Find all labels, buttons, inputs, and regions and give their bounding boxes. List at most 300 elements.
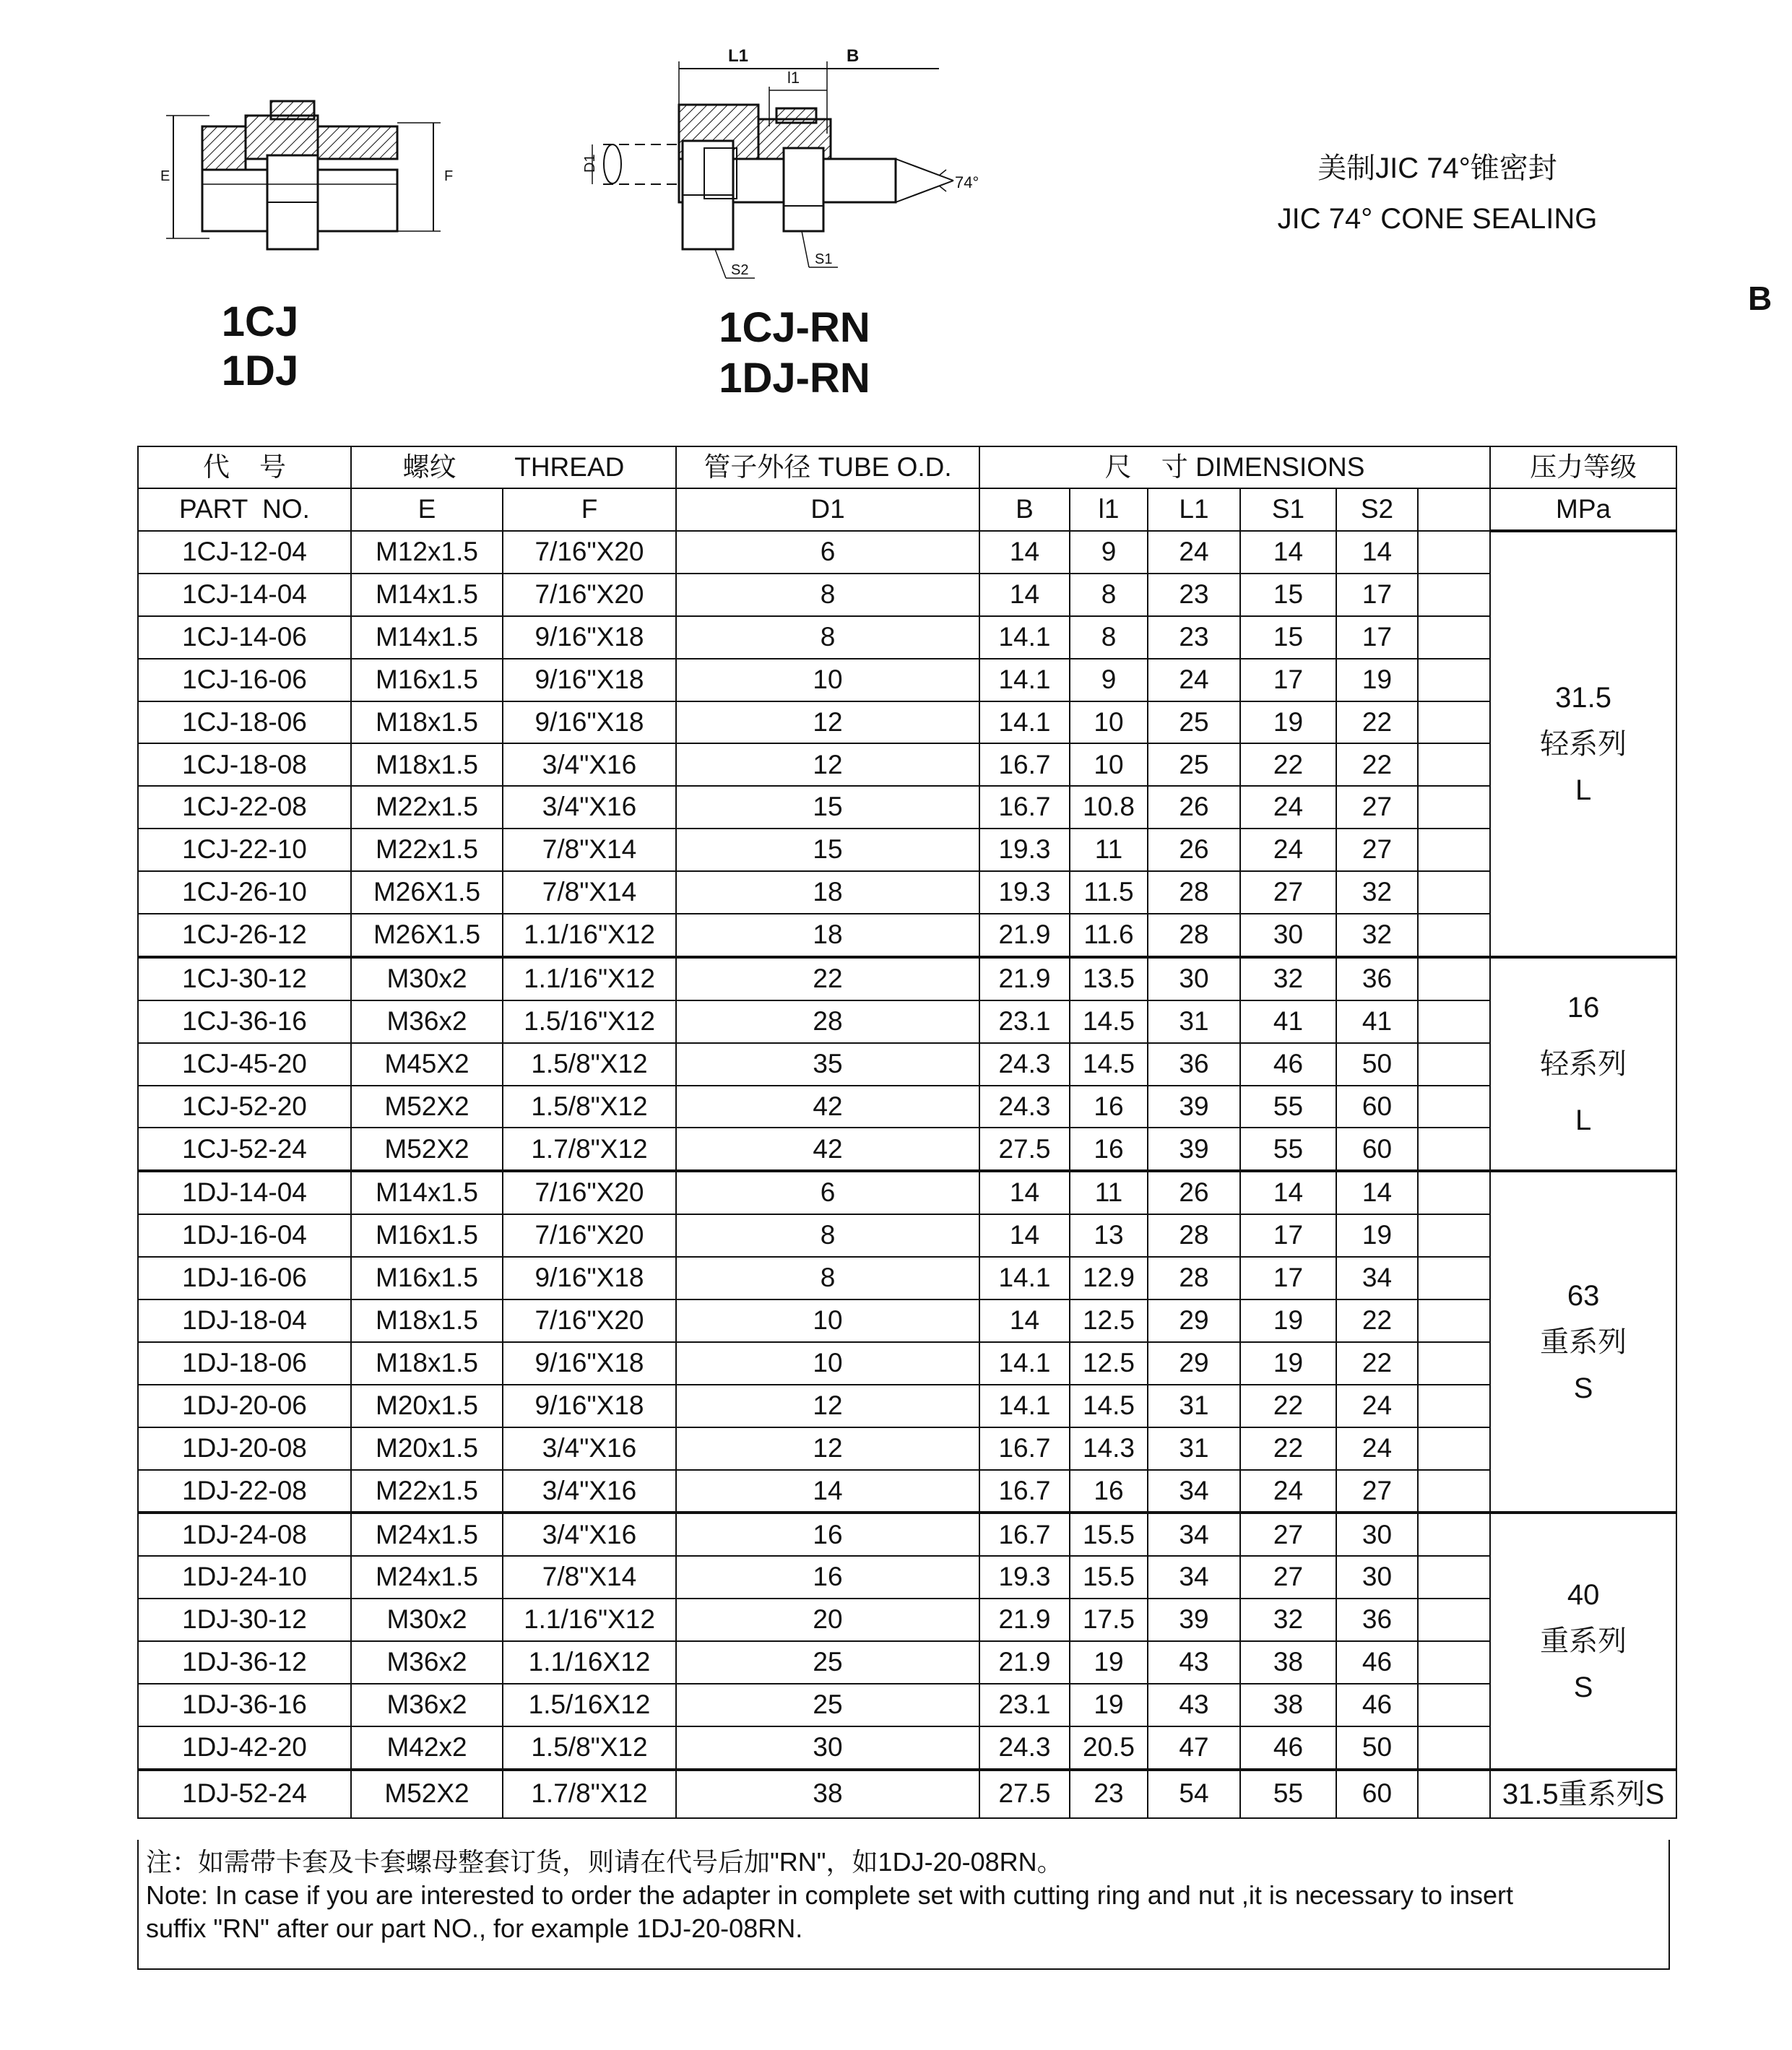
cell-part-no: 1DJ-18-04 bbox=[138, 1299, 351, 1342]
cell-tube-od: 12 bbox=[676, 743, 979, 786]
table-row bbox=[138, 1385, 1676, 1427]
cell-part-no: 1CJ-16-06 bbox=[138, 659, 351, 701]
cell-dim-s1: 17 bbox=[1240, 659, 1336, 701]
cell-thread-f: 1.5/16"X12 bbox=[503, 1000, 676, 1043]
head-dim-cn: 尺 寸 bbox=[1104, 451, 1188, 482]
cell-thread-e: M18x1.5 bbox=[351, 701, 503, 744]
cell-dim-b: 14.1 bbox=[979, 701, 1070, 744]
cell-thread-f: 3/4"X16 bbox=[503, 1427, 676, 1470]
cell-thread-f: 1.1/16X12 bbox=[503, 1641, 676, 1684]
cell-dim-s1: 38 bbox=[1240, 1641, 1336, 1684]
model-a-title-1: 1CJ bbox=[221, 298, 299, 345]
cell-dim-l1-small: 11.6 bbox=[1070, 914, 1148, 957]
cell-thread-f: 1.7/8"X12 bbox=[503, 1128, 676, 1171]
head-thread bbox=[351, 446, 676, 488]
cell-thread-e: M22x1.5 bbox=[351, 1470, 503, 1513]
cell-blank bbox=[1418, 1684, 1490, 1726]
table-row bbox=[138, 659, 1676, 701]
cell-blank bbox=[1418, 1556, 1490, 1599]
cell-blank bbox=[1418, 1257, 1490, 1299]
cell-dim-b: 14.1 bbox=[979, 1342, 1070, 1385]
cell-dim-s1: 15 bbox=[1240, 574, 1336, 616]
cell-thread-e: M22x1.5 bbox=[351, 829, 503, 871]
cell-dim-s1: 24 bbox=[1240, 829, 1336, 871]
cell-dim-s2: 32 bbox=[1336, 871, 1418, 914]
cell-blank bbox=[1418, 829, 1490, 871]
cell-dim-s2: 17 bbox=[1336, 574, 1418, 616]
cell-thread-e: M20x1.5 bbox=[351, 1427, 503, 1470]
cell-dim-b: 14 bbox=[979, 574, 1070, 616]
cell-dim-l1-small: 11.5 bbox=[1070, 871, 1148, 914]
cell-thread-e: M16x1.5 bbox=[351, 1214, 503, 1257]
cell-dim-l1: 25 bbox=[1148, 743, 1240, 786]
pressure-series: 轻系列 bbox=[1540, 1048, 1627, 1081]
table-row bbox=[138, 743, 1676, 786]
cell-blank bbox=[1418, 1299, 1490, 1342]
cell-thread-e: M36x2 bbox=[351, 1684, 503, 1726]
table-row bbox=[138, 914, 1676, 957]
cell-dim-s1: 17 bbox=[1240, 1257, 1336, 1299]
cell-dim-b: 24.3 bbox=[979, 1086, 1070, 1128]
cell-part-no: 1CJ-45-20 bbox=[138, 1043, 351, 1086]
cell-dim-b: 16.7 bbox=[979, 743, 1070, 786]
cell-dim-s1: 27 bbox=[1240, 1556, 1336, 1599]
cell-dim-s2: 32 bbox=[1336, 914, 1418, 957]
cell-dim-s1: 15 bbox=[1240, 616, 1336, 659]
cell-dim-l1-small: 8 bbox=[1070, 616, 1148, 659]
cell-dim-s2: 36 bbox=[1336, 1599, 1418, 1641]
cell-blank bbox=[1418, 871, 1490, 914]
cell-dim-l1: 31 bbox=[1148, 1385, 1240, 1427]
cell-blank bbox=[1418, 1385, 1490, 1427]
cell-thread-e: M52X2 bbox=[351, 1770, 503, 1818]
pressure-code: S bbox=[1573, 1372, 1593, 1404]
cell-tube-od: 25 bbox=[676, 1684, 979, 1726]
cell-dim-l1: 26 bbox=[1148, 1171, 1240, 1214]
cell-thread-e: M16x1.5 bbox=[351, 659, 503, 701]
cell-part-no: 1DJ-14-04 bbox=[138, 1171, 351, 1214]
cell-dim-b: 21.9 bbox=[979, 1641, 1070, 1684]
pressure-value: 16 bbox=[1567, 992, 1600, 1024]
cell-dim-s2: 41 bbox=[1336, 1000, 1418, 1043]
cell-dim-l1: 34 bbox=[1148, 1513, 1240, 1556]
pressure-value: 31.5 bbox=[1555, 681, 1611, 714]
head-col-s2: S2 bbox=[1336, 488, 1418, 531]
cell-dim-s2: 22 bbox=[1336, 701, 1418, 744]
pressure-series: 重系列 bbox=[1540, 1625, 1627, 1658]
cell-dim-l1: 39 bbox=[1148, 1599, 1240, 1641]
cell-blank bbox=[1418, 574, 1490, 616]
table-row bbox=[138, 1641, 1676, 1684]
table-row bbox=[138, 531, 1676, 574]
cell-thread-e: M12x1.5 bbox=[351, 531, 503, 574]
cell-dim-b: 16.7 bbox=[979, 1513, 1070, 1556]
cell-thread-f: 9/16"X18 bbox=[503, 1342, 676, 1385]
cell-dim-l1-small: 13.5 bbox=[1070, 957, 1148, 1000]
cell-part-no: 1DJ-20-06 bbox=[138, 1385, 351, 1427]
cell-thread-f: 1.5/8"X12 bbox=[503, 1086, 676, 1128]
pressure-rating bbox=[1490, 531, 1676, 957]
cell-dim-l1: 39 bbox=[1148, 1086, 1240, 1128]
cell-dim-l1: 29 bbox=[1148, 1342, 1240, 1385]
cell-dim-l1-small: 16 bbox=[1070, 1128, 1148, 1171]
cell-dim-s1: 32 bbox=[1240, 1599, 1336, 1641]
cell-thread-f: 1.1/16"X12 bbox=[503, 957, 676, 1000]
cell-dim-s2: 46 bbox=[1336, 1641, 1418, 1684]
cell-part-no: 1DJ-22-08 bbox=[138, 1470, 351, 1513]
cell-dim-s1: 14 bbox=[1240, 1171, 1336, 1214]
cell-dim-s1: 17 bbox=[1240, 1214, 1336, 1257]
cell-tube-od: 12 bbox=[676, 1385, 979, 1427]
cell-thread-e: M30x2 bbox=[351, 1599, 503, 1641]
head-part-cn: 代 号 bbox=[138, 446, 351, 488]
cell-dim-s2: 36 bbox=[1336, 957, 1418, 1000]
cell-dim-s2: 22 bbox=[1336, 1299, 1418, 1342]
cell-dim-s2: 34 bbox=[1336, 1257, 1418, 1299]
cell-part-no: 1DJ-36-12 bbox=[138, 1641, 351, 1684]
cell-dim-s2: 50 bbox=[1336, 1726, 1418, 1770]
pressure-series: 轻系列 bbox=[1540, 727, 1627, 760]
cell-thread-f: 7/8"X14 bbox=[503, 829, 676, 871]
pressure-code: L bbox=[1575, 1104, 1592, 1137]
cell-tube-od: 42 bbox=[676, 1086, 979, 1128]
table-row bbox=[138, 1257, 1676, 1299]
cell-part-no: 1DJ-16-06 bbox=[138, 1257, 351, 1299]
cell-dim-l1: 23 bbox=[1148, 574, 1240, 616]
head-col-b: B bbox=[979, 488, 1070, 531]
cell-dim-b: 16.7 bbox=[979, 1427, 1070, 1470]
cell-thread-f: 7/16"X20 bbox=[503, 574, 676, 616]
head-col-s1: S1 bbox=[1240, 488, 1336, 531]
cell-dim-l1: 47 bbox=[1148, 1726, 1240, 1770]
table-row bbox=[138, 871, 1676, 914]
cell-tube-od: 8 bbox=[676, 616, 979, 659]
cell-dim-b: 16.7 bbox=[979, 786, 1070, 829]
cell-dim-l1-small: 11 bbox=[1070, 1171, 1148, 1214]
pressure-rating bbox=[1490, 1770, 1676, 1818]
cell-dim-l1: 28 bbox=[1148, 1257, 1240, 1299]
table-row bbox=[138, 1043, 1676, 1086]
fitting-drawing-with-nut bbox=[578, 40, 997, 300]
cell-blank bbox=[1418, 1000, 1490, 1043]
cell-dim-l1: 34 bbox=[1148, 1556, 1240, 1599]
head-dim-en: DIMENSIONS bbox=[1195, 451, 1365, 482]
table-row bbox=[138, 1171, 1676, 1214]
cell-dim-s1: 22 bbox=[1240, 1385, 1336, 1427]
cell-dim-l1: 43 bbox=[1148, 1641, 1240, 1684]
cell-part-no: 1CJ-26-12 bbox=[138, 914, 351, 957]
cell-dim-b: 16.7 bbox=[979, 1470, 1070, 1513]
cell-dim-s1: 24 bbox=[1240, 1470, 1336, 1513]
pressure-value: 63 bbox=[1567, 1279, 1600, 1312]
cell-thread-f: 9/16"X18 bbox=[503, 701, 676, 744]
cell-part-no: 1DJ-24-08 bbox=[138, 1513, 351, 1556]
cell-dim-s2: 24 bbox=[1336, 1385, 1418, 1427]
head-part-en: PART NO. bbox=[138, 488, 351, 531]
cell-thread-f: 1.5/8"X12 bbox=[503, 1726, 676, 1770]
cell-thread-e: M30x2 bbox=[351, 957, 503, 1000]
cell-thread-f: 3/4"X16 bbox=[503, 1513, 676, 1556]
cell-dim-l1: 28 bbox=[1148, 871, 1240, 914]
head-pressure-en: MPa bbox=[1490, 488, 1676, 531]
cell-part-no: 1CJ-18-08 bbox=[138, 743, 351, 786]
cell-dim-l1-small: 16 bbox=[1070, 1470, 1148, 1513]
table-row bbox=[138, 829, 1676, 871]
cell-dim-s1: 24 bbox=[1240, 786, 1336, 829]
cell-tube-od: 8 bbox=[676, 1257, 979, 1299]
cell-part-no: 1CJ-14-04 bbox=[138, 574, 351, 616]
heading-en: JIC 74° CONE SEALING bbox=[1277, 203, 1598, 235]
table-row bbox=[138, 957, 1676, 1000]
cell-dim-l1-small: 11 bbox=[1070, 829, 1148, 871]
cell-blank bbox=[1418, 1470, 1490, 1513]
cell-blank bbox=[1418, 1599, 1490, 1641]
cell-thread-e: M16x1.5 bbox=[351, 1257, 503, 1299]
cell-thread-f: 1.1/16"X12 bbox=[503, 1599, 676, 1641]
cell-dim-b: 24.3 bbox=[979, 1726, 1070, 1770]
cell-part-no: 1DJ-36-16 bbox=[138, 1684, 351, 1726]
cell-dim-b: 23.1 bbox=[979, 1000, 1070, 1043]
cell-dim-s1: 46 bbox=[1240, 1726, 1336, 1770]
note-en-2: suffix "RN" after our part NO., for example 1DJ-20-08RN. bbox=[146, 1913, 803, 1943]
cell-tube-od: 42 bbox=[676, 1128, 979, 1171]
cell-part-no: 1DJ-30-12 bbox=[138, 1599, 351, 1641]
cell-blank bbox=[1418, 1770, 1490, 1818]
cell-dim-s1: 41 bbox=[1240, 1000, 1336, 1043]
head-tube-en: TUBE O.D. bbox=[818, 451, 952, 482]
cell-part-no: 1DJ-52-24 bbox=[138, 1770, 351, 1818]
cell-part-no: 1CJ-14-06 bbox=[138, 616, 351, 659]
cell-thread-f: 7/16"X20 bbox=[503, 1171, 676, 1214]
cell-tube-od: 14 bbox=[676, 1470, 979, 1513]
table-row bbox=[138, 1513, 1676, 1556]
label-l1-small: l1 bbox=[787, 69, 800, 87]
cell-part-no: 1DJ-20-08 bbox=[138, 1427, 351, 1470]
cell-dim-l1-small: 15.5 bbox=[1070, 1513, 1148, 1556]
cell-dim-b: 21.9 bbox=[979, 1599, 1070, 1641]
table-row bbox=[138, 1556, 1676, 1599]
pressure-series: 重系列 bbox=[1540, 1325, 1627, 1358]
cell-tube-od: 12 bbox=[676, 701, 979, 744]
cell-tube-od: 16 bbox=[676, 1556, 979, 1599]
cell-dim-s2: 22 bbox=[1336, 1342, 1418, 1385]
cell-dim-b: 21.9 bbox=[979, 957, 1070, 1000]
heading-cn: 美制JIC 74°锥密封 bbox=[1317, 152, 1557, 184]
cell-dim-l1: 30 bbox=[1148, 957, 1240, 1000]
cell-dim-s2: 24 bbox=[1336, 1427, 1418, 1470]
cell-dim-s2: 14 bbox=[1336, 1171, 1418, 1214]
cell-dim-b: 27.5 bbox=[979, 1128, 1070, 1171]
cell-thread-e: M26X1.5 bbox=[351, 871, 503, 914]
cell-tube-od: 10 bbox=[676, 1299, 979, 1342]
cell-dim-s2: 60 bbox=[1336, 1086, 1418, 1128]
cell-blank bbox=[1418, 531, 1490, 574]
cell-thread-e: M22x1.5 bbox=[351, 786, 503, 829]
pressure-code: S bbox=[1573, 1671, 1593, 1704]
cell-dim-s2: 27 bbox=[1336, 829, 1418, 871]
cell-dim-l1: 25 bbox=[1148, 701, 1240, 744]
table-row bbox=[138, 1214, 1676, 1257]
cell-thread-f: 3/4"X16 bbox=[503, 1470, 676, 1513]
head-pressure-cn: 压力等级 bbox=[1490, 446, 1676, 488]
cell-dim-s2: 30 bbox=[1336, 1513, 1418, 1556]
cell-dim-b: 19.3 bbox=[979, 1556, 1070, 1599]
head-dimensions bbox=[979, 446, 1490, 488]
note-en-1: Note: In case if you are interested to order the adapter in complete set with cutting ring and nut ,it is necessary to insert bbox=[146, 1880, 1514, 1910]
cell-tube-od: 38 bbox=[676, 1770, 979, 1818]
cell-dim-s2: 27 bbox=[1336, 1470, 1418, 1513]
cell-thread-f: 7/8"X14 bbox=[503, 1556, 676, 1599]
label-e: E bbox=[160, 168, 170, 184]
cell-tube-od: 15 bbox=[676, 786, 979, 829]
cell-dim-l1-small: 9 bbox=[1070, 531, 1148, 574]
cell-tube-od: 22 bbox=[676, 957, 979, 1000]
cell-dim-l1-small: 14.3 bbox=[1070, 1427, 1148, 1470]
label-f: F bbox=[444, 168, 454, 184]
cell-dim-l1: 54 bbox=[1148, 1770, 1240, 1818]
cell-thread-f: 1.5/8"X12 bbox=[503, 1043, 676, 1086]
cell-blank bbox=[1418, 1043, 1490, 1086]
cell-dim-b: 19.3 bbox=[979, 829, 1070, 871]
cell-dim-b: 27.5 bbox=[979, 1770, 1070, 1818]
cell-dim-l1-small: 14.5 bbox=[1070, 1000, 1148, 1043]
cell-part-no: 1DJ-24-10 bbox=[138, 1556, 351, 1599]
table-row bbox=[138, 1470, 1676, 1513]
cell-thread-f: 9/16"X18 bbox=[503, 659, 676, 701]
cell-blank bbox=[1418, 659, 1490, 701]
cell-tube-od: 25 bbox=[676, 1641, 979, 1684]
cell-dim-l1: 39 bbox=[1148, 1128, 1240, 1171]
cell-blank bbox=[1418, 1086, 1490, 1128]
cell-dim-s2: 27 bbox=[1336, 786, 1418, 829]
cell-part-no: 1CJ-22-10 bbox=[138, 829, 351, 871]
cell-tube-od: 6 bbox=[676, 1171, 979, 1214]
cell-dim-l1-small: 12.5 bbox=[1070, 1342, 1148, 1385]
cell-blank bbox=[1418, 701, 1490, 744]
cell-part-no: 1CJ-52-24 bbox=[138, 1128, 351, 1171]
cell-tube-od: 18 bbox=[676, 871, 979, 914]
cell-dim-s1: 55 bbox=[1240, 1128, 1336, 1171]
cell-dim-l1-small: 14.5 bbox=[1070, 1043, 1148, 1086]
model-b-title-1: 1CJ-RN bbox=[719, 304, 870, 351]
cell-thread-e: M14x1.5 bbox=[351, 616, 503, 659]
cell-dim-l1: 29 bbox=[1148, 1299, 1240, 1342]
cell-blank bbox=[1418, 1427, 1490, 1470]
cell-thread-e: M45X2 bbox=[351, 1043, 503, 1086]
cell-dim-s1: 27 bbox=[1240, 871, 1336, 914]
cell-blank bbox=[1418, 957, 1490, 1000]
cell-dim-l1: 28 bbox=[1148, 914, 1240, 957]
cell-dim-l1-small: 23 bbox=[1070, 1770, 1148, 1818]
cell-blank bbox=[1418, 786, 1490, 829]
cell-dim-s2: 60 bbox=[1336, 1770, 1418, 1818]
table-row bbox=[138, 1000, 1676, 1043]
cell-tube-od: 28 bbox=[676, 1000, 979, 1043]
section-letter: B bbox=[1748, 280, 1772, 317]
cell-thread-e: M36x2 bbox=[351, 1000, 503, 1043]
cell-thread-f: 7/16"X20 bbox=[503, 531, 676, 574]
cell-dim-l1: 26 bbox=[1148, 786, 1240, 829]
head-col-l1-small: l1 bbox=[1070, 488, 1148, 531]
cell-dim-b: 14.1 bbox=[979, 1385, 1070, 1427]
cell-blank bbox=[1418, 616, 1490, 659]
cell-thread-f: 3/4"X16 bbox=[503, 743, 676, 786]
label-l1: L1 bbox=[728, 46, 749, 66]
cell-dim-s1: 27 bbox=[1240, 1513, 1336, 1556]
cell-thread-e: M42x2 bbox=[351, 1726, 503, 1770]
cell-dim-b: 21.9 bbox=[979, 914, 1070, 957]
cell-thread-e: M36x2 bbox=[351, 1641, 503, 1684]
head-col-d1: D1 bbox=[676, 488, 979, 531]
cell-dim-l1-small: 10 bbox=[1070, 743, 1148, 786]
cell-dim-s2: 30 bbox=[1336, 1556, 1418, 1599]
cell-thread-e: M52X2 bbox=[351, 1086, 503, 1128]
pressure-rating bbox=[1490, 1171, 1676, 1513]
cell-part-no: 1CJ-26-10 bbox=[138, 871, 351, 914]
table-row bbox=[138, 1128, 1676, 1171]
cell-dim-s1: 32 bbox=[1240, 957, 1336, 1000]
cell-blank bbox=[1418, 1171, 1490, 1214]
cell-dim-s1: 19 bbox=[1240, 1342, 1336, 1385]
cell-dim-l1-small: 12.9 bbox=[1070, 1257, 1148, 1299]
cell-dim-l1-small: 10.8 bbox=[1070, 786, 1148, 829]
cell-thread-f: 1.5/16X12 bbox=[503, 1684, 676, 1726]
cell-tube-od: 15 bbox=[676, 829, 979, 871]
table-row bbox=[138, 786, 1676, 829]
pressure-label: 31.5重系列S bbox=[1502, 1778, 1665, 1810]
cell-dim-s2: 22 bbox=[1336, 743, 1418, 786]
cell-thread-e: M24x1.5 bbox=[351, 1513, 503, 1556]
cell-tube-od: 16 bbox=[676, 1513, 979, 1556]
cell-dim-l1-small: 12.5 bbox=[1070, 1299, 1148, 1342]
cell-dim-b: 14 bbox=[979, 1171, 1070, 1214]
note-cn: 注：如需带卡套及卡套螺母整套订货，则请在代号后加"RN"，如1DJ-20-08RN。 bbox=[146, 1847, 1063, 1877]
fitting-drawing-straight bbox=[144, 87, 462, 260]
cell-dim-s1: 38 bbox=[1240, 1684, 1336, 1726]
cell-dim-s2: 60 bbox=[1336, 1128, 1418, 1171]
cell-dim-l1-small: 19 bbox=[1070, 1684, 1148, 1726]
cell-dim-s1: 22 bbox=[1240, 743, 1336, 786]
table-row bbox=[138, 1427, 1676, 1470]
label-angle: 74° bbox=[955, 173, 979, 191]
cell-thread-e: M18x1.5 bbox=[351, 743, 503, 786]
label-s2: S2 bbox=[731, 262, 749, 278]
cell-part-no: 1CJ-36-16 bbox=[138, 1000, 351, 1043]
pressure-rating bbox=[1490, 1513, 1676, 1769]
cell-blank bbox=[1418, 743, 1490, 786]
cell-blank bbox=[1418, 1214, 1490, 1257]
cell-tube-od: 10 bbox=[676, 1342, 979, 1385]
cell-thread-f: 9/16"X18 bbox=[503, 1257, 676, 1299]
cell-dim-s2: 14 bbox=[1336, 531, 1418, 574]
cell-tube-od: 8 bbox=[676, 574, 979, 616]
pressure-code: L bbox=[1575, 774, 1592, 806]
head-col-l1: L1 bbox=[1148, 488, 1240, 531]
cell-dim-b: 14.1 bbox=[979, 659, 1070, 701]
cell-dim-l1: 36 bbox=[1148, 1043, 1240, 1086]
table-row bbox=[138, 1599, 1676, 1641]
cell-dim-s1: 14 bbox=[1240, 531, 1336, 574]
cell-dim-b: 14.1 bbox=[979, 1257, 1070, 1299]
cell-dim-l1: 26 bbox=[1148, 829, 1240, 871]
cell-dim-l1-small: 16 bbox=[1070, 1086, 1148, 1128]
cell-part-no: 1CJ-30-12 bbox=[138, 957, 351, 1000]
cell-dim-l1-small: 15.5 bbox=[1070, 1556, 1148, 1599]
cell-dim-l1-small: 20.5 bbox=[1070, 1726, 1148, 1770]
cell-part-no: 1CJ-52-20 bbox=[138, 1086, 351, 1128]
table-row bbox=[138, 1342, 1676, 1385]
cell-dim-l1: 31 bbox=[1148, 1427, 1240, 1470]
